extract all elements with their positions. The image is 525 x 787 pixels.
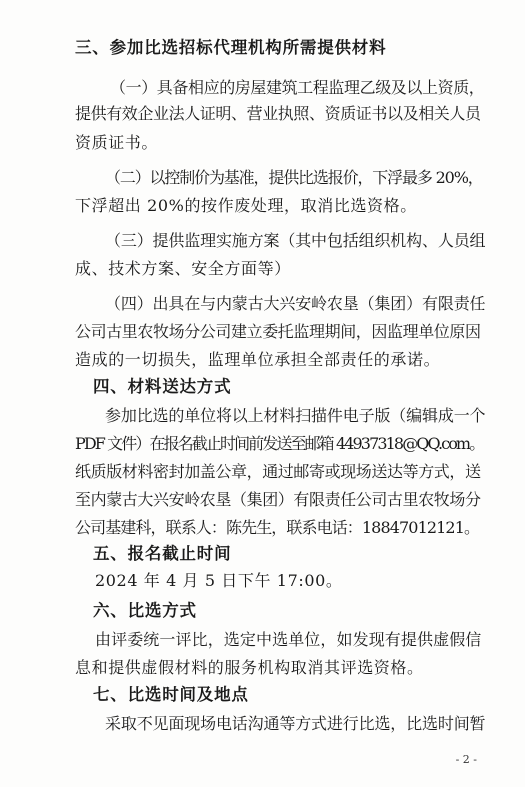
- text-line: （二）以控制价为基准，提供比选报价，下浮最多 20%，: [105, 168, 483, 187]
- text-line: 成、技术方案、安全方面等）: [75, 259, 291, 278]
- text-line: 公司基建科，联系人：陈先生，联系电话：18847012121。: [75, 518, 480, 537]
- text-line: 资质证书。: [75, 133, 159, 152]
- text-line: 公司古里农牧场分公司建立委托监理期间，因监理单位原因: [75, 322, 481, 341]
- section-heading: 四、材料送达方式: [93, 377, 232, 396]
- section-heading: 六、比选方式: [93, 601, 197, 620]
- text-line: （四）出具在与内蒙古大兴安岭农垦（集团）有限责任: [105, 294, 486, 313]
- section-heading: 七、比选时间及地点: [93, 685, 249, 704]
- text-line: PDF 文件）在报名截止时间前发送至邮箱 44937318@QQ.com。: [75, 434, 484, 453]
- text-line: 2024 年 4 月 5 日下午 17:00。: [95, 571, 343, 590]
- text-line: 提供有效企业法人证明、营业执照、资质证书以及相关人员: [75, 104, 481, 123]
- page-number: - 2 -: [455, 753, 477, 766]
- text-line: 息和提供虚假材料的服务机构取消其评选资格。: [75, 658, 424, 677]
- text-line: 参加比选的单位将以上材料扫描件电子版（编辑成一个: [105, 406, 486, 425]
- text-line: 采取不见面现场电话沟通等方式进行比选，比选时间暂: [105, 714, 486, 733]
- text-line: （一）具备相应的房屋建筑工程监理乙级及以上资质，: [110, 78, 485, 97]
- text-line: 造成的一切损失，监理单位承担全部责任的承诺。: [75, 350, 441, 369]
- text-line: 下浮超出 20%的按作废处理，取消比选资格。: [75, 196, 417, 215]
- text-line: 至内蒙古大兴安岭农垦（集团）有限责任公司古里农牧场分: [75, 490, 481, 509]
- text-line: （三）提供监理实施方案（其中包括组织机构、人员组: [105, 231, 486, 250]
- text-line: 由评委统一评比，选定中选单位，如发现有提供虚假信: [95, 630, 482, 649]
- section-heading: 三、参加比选招标代理机构所需提供材料: [75, 38, 387, 57]
- text-line: 纸质版材料密封加盖公章，通过邮寄或现场送达等方式，送: [75, 462, 481, 481]
- section-heading: 五、报名截止时间: [93, 544, 232, 563]
